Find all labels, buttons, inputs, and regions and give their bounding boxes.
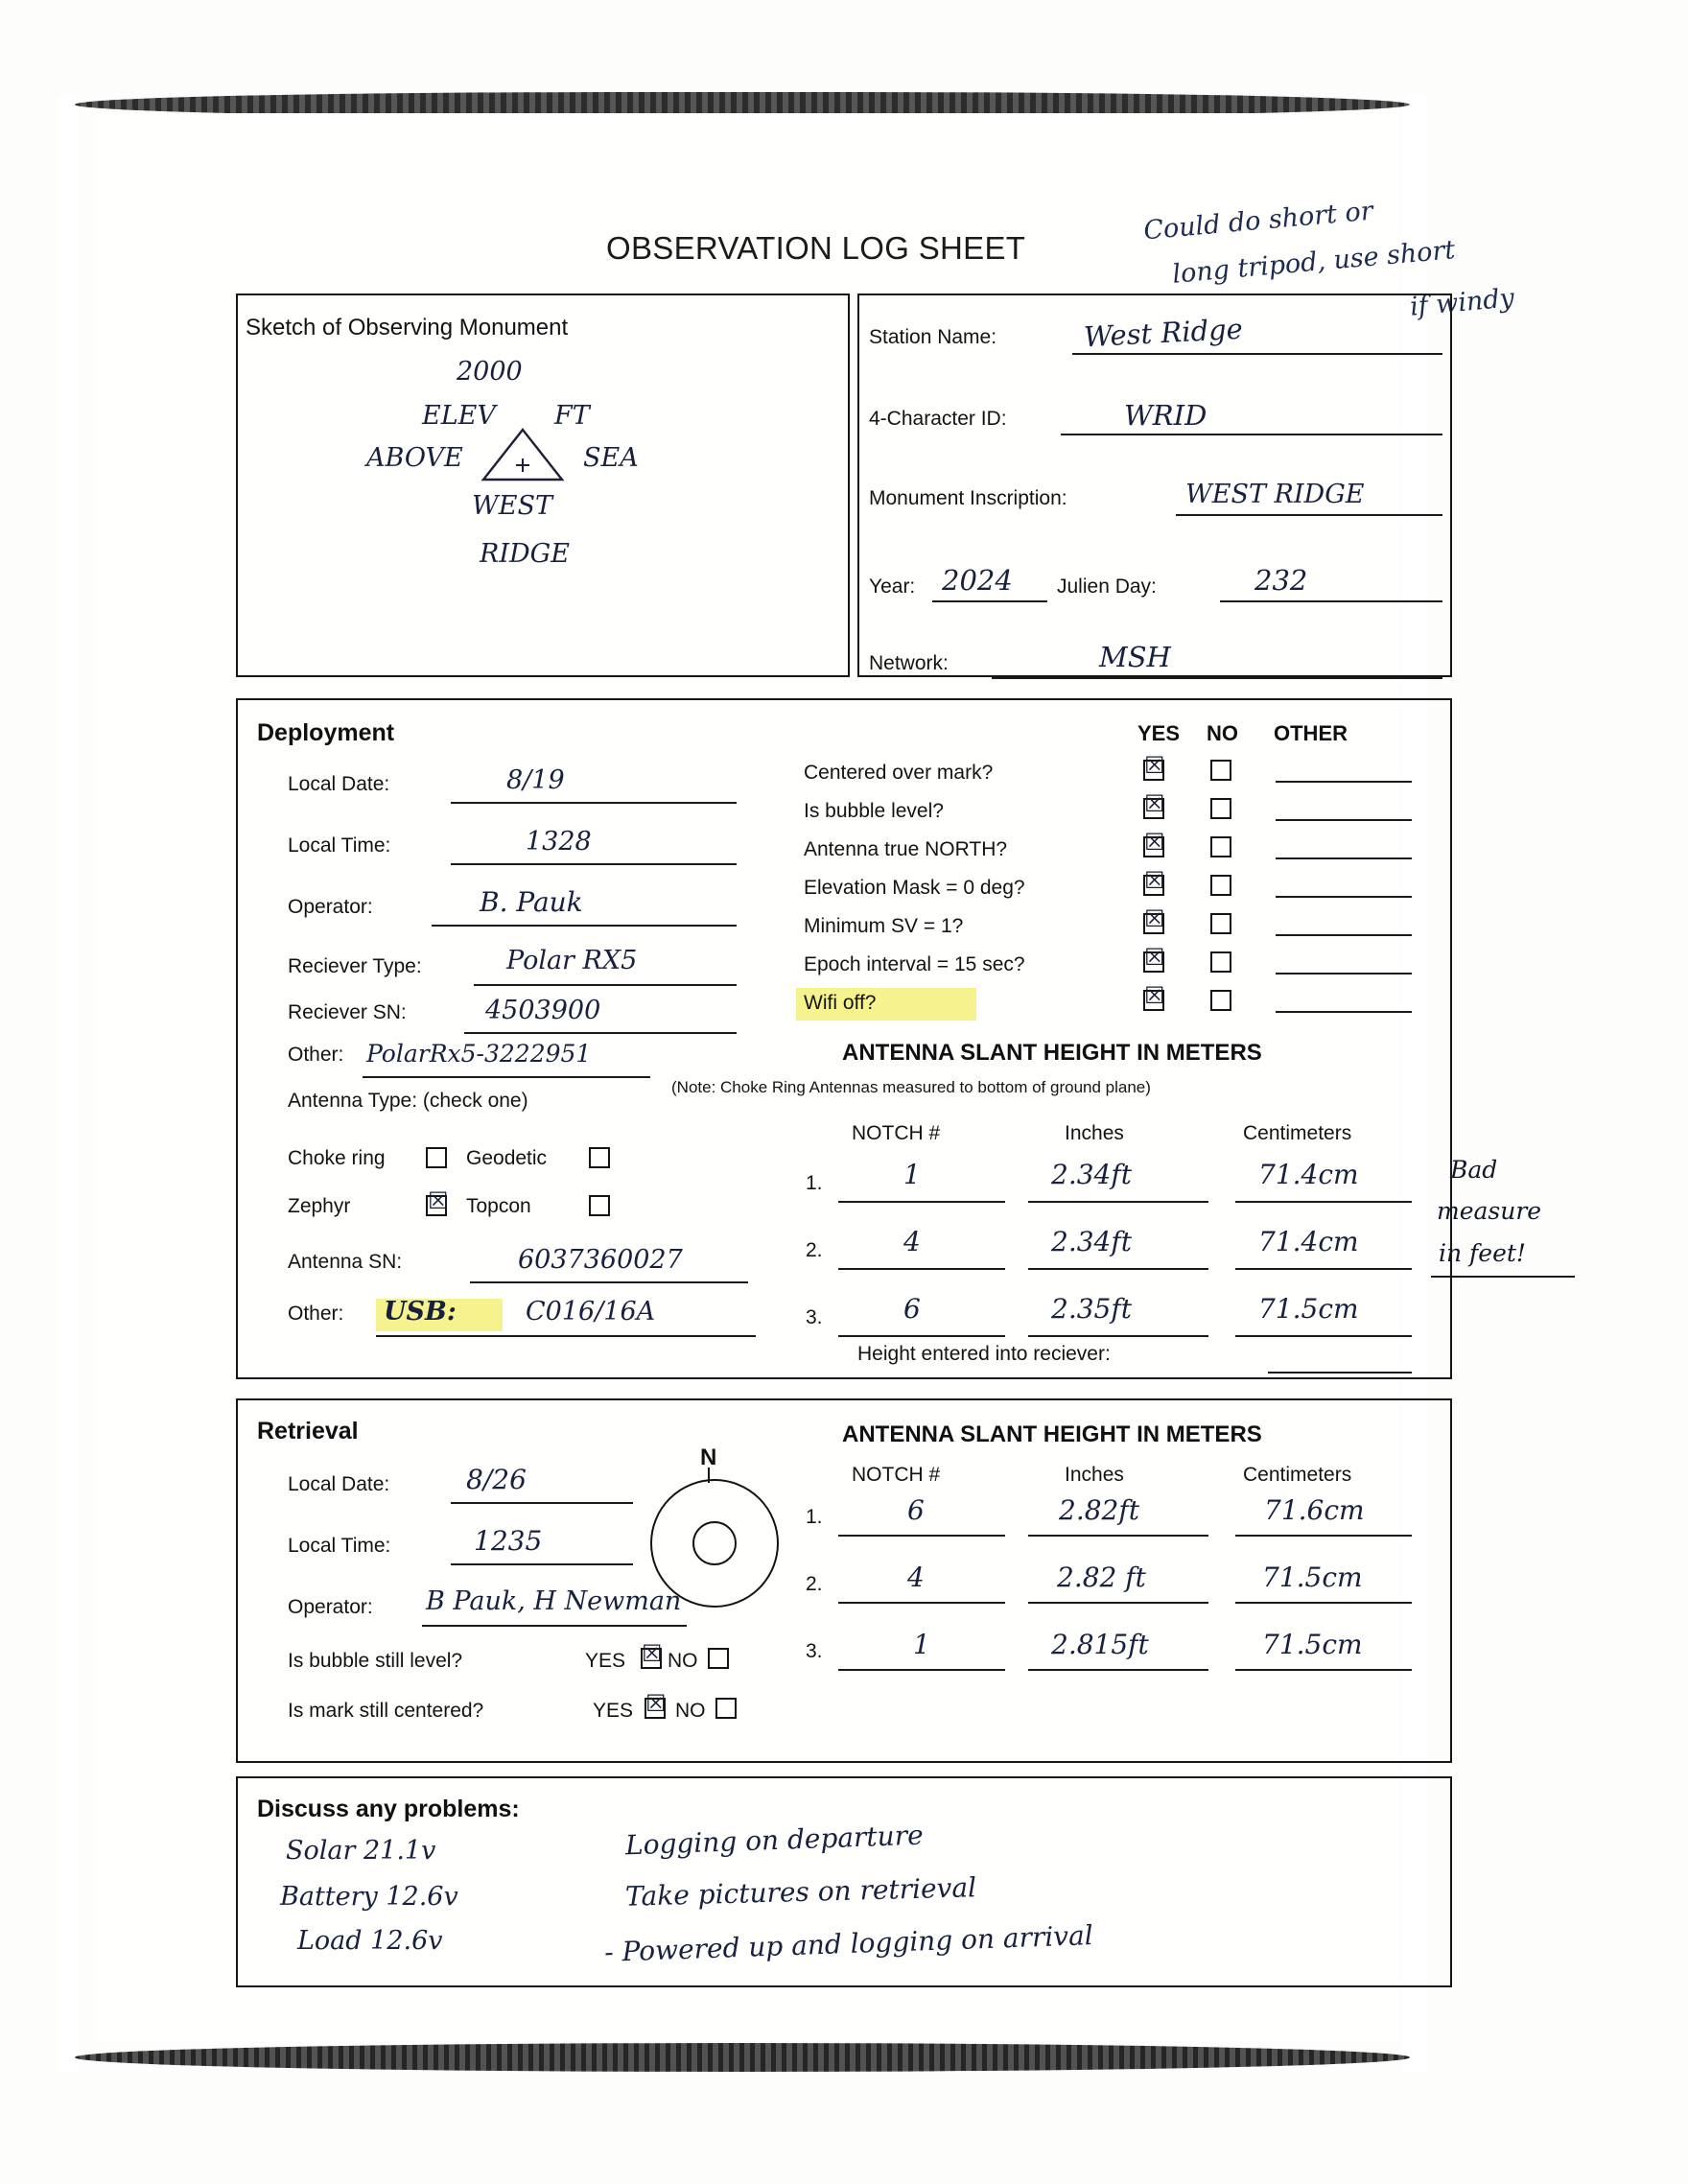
- retrieval-local-date-value: 8/26: [466, 1464, 527, 1495]
- page-title: OBSERVATION LOG SHEET: [606, 230, 1026, 266]
- problems-right-note-1: Take pictures on retrieval: [624, 1871, 977, 1913]
- problems-right-note-2: - Powered up and logging on arrival: [603, 1919, 1094, 1968]
- deploy-slant-inches-2: 2.35ft: [1051, 1293, 1132, 1325]
- year-value: 2024: [942, 564, 1013, 597]
- deploy-slant-notch-line-1: [838, 1268, 1005, 1270]
- checklist-yes-mark-6: ☒: [1144, 982, 1165, 1009]
- julien-day-line: [1220, 600, 1442, 602]
- antenna-sn-value: 6037360027: [518, 1245, 683, 1275]
- retrieval-operator-label: Operator:: [288, 1596, 373, 1618]
- deploy-slant-row-number-2: 3.: [806, 1306, 823, 1328]
- deploy-slant-notch-2: 6: [903, 1293, 921, 1325]
- checklist-header-no: NO: [1207, 721, 1238, 745]
- margin-note-line-1: Could do short or: [1142, 196, 1374, 247]
- problems-heading: Discuss any problems:: [257, 1796, 520, 1822]
- antenna-other-label: Other:: [288, 1303, 344, 1325]
- station-name-label: Station Name:: [869, 326, 997, 348]
- checklist-other-line-6: [1276, 1011, 1412, 1013]
- bubble-yes-label: YES: [585, 1650, 626, 1672]
- deploy-slant-col-cm: Centimeters: [1243, 1122, 1352, 1144]
- retrieval-slant-cm-0: 71.6cm: [1264, 1494, 1365, 1526]
- deploy-slant-cm-2: 71.5cm: [1258, 1293, 1359, 1325]
- checklist-yes-mark-2: ☒: [1144, 829, 1165, 856]
- retrieval-slant-inches-1: 2.82 ft: [1057, 1562, 1146, 1593]
- antenna-sn-line: [470, 1281, 748, 1283]
- deploy-slant-cm-0: 71.4cm: [1258, 1159, 1359, 1190]
- deploy-local-time-line: [451, 863, 737, 865]
- height-entered-label: Height entered into reciever:: [857, 1343, 1111, 1365]
- sketch-text-elev: ELEV: [422, 401, 496, 431]
- sketch-text-ft: FT: [554, 401, 590, 431]
- deploy-slant-heading: ANTENNA SLANT HEIGHT IN METERS: [842, 1040, 1262, 1066]
- checklist-no-box-4[interactable]: [1210, 913, 1231, 934]
- deploy-slant-row-number-1: 2.: [806, 1239, 823, 1261]
- antenna-type-label: Antenna Type: (check one): [288, 1090, 528, 1112]
- compass-inner-circle: [692, 1521, 737, 1565]
- north-label: N: [700, 1444, 717, 1470]
- retrieval-slant-inches-line-2: [1028, 1669, 1208, 1671]
- compass-north-tick: [708, 1468, 712, 1483]
- bubble-no-label: NO: [668, 1650, 698, 1672]
- deploy-slant-cm-1: 71.4cm: [1258, 1226, 1359, 1257]
- year-label: Year:: [869, 575, 916, 598]
- side-note-line-2: measure: [1437, 1197, 1542, 1225]
- deploy-other-label: Other:: [288, 1044, 344, 1066]
- receiver-type-value: Polar RX5: [506, 946, 638, 975]
- retrieval-slant-cm-line-0: [1235, 1535, 1412, 1537]
- retrieval-local-time-value: 1235: [474, 1525, 543, 1557]
- retrieval-slant-cm-2: 71.5cm: [1262, 1629, 1363, 1660]
- checklist-question-1: Is bubble level?: [804, 800, 944, 822]
- checklist-other-line-4: [1276, 934, 1412, 936]
- antenna-option-label-2: Zephyr: [288, 1195, 351, 1217]
- antenna-other-value: C016/16A: [526, 1297, 656, 1327]
- checklist-other-line-2: [1276, 857, 1412, 859]
- checklist-no-box-0[interactable]: [1210, 760, 1231, 781]
- retrieval-slant-col-notch: NOTCH #: [852, 1464, 941, 1486]
- retrieval-slant-row-number-2: 3.: [806, 1640, 823, 1662]
- deploy-slant-inches-line-0: [1028, 1201, 1208, 1203]
- sketch-text-above: ABOVE: [366, 443, 463, 473]
- antenna-option-label-0: Choke ring: [288, 1147, 386, 1169]
- retrieval-slant-inches-2: 2.815ft: [1051, 1629, 1149, 1660]
- deploy-operator-value: B. Pauk: [480, 886, 583, 918]
- checklist-no-box-1[interactable]: [1210, 798, 1231, 819]
- retrieval-slant-row-number-1: 2.: [806, 1573, 823, 1595]
- antenna-option-label-1: Geodetic: [466, 1147, 548, 1169]
- receiver-sn-value: 4503900: [485, 996, 601, 1025]
- retrieval-slant-notch-1: 4: [907, 1562, 925, 1593]
- margin-note-line-2: long tripod, use short: [1171, 235, 1457, 290]
- checklist-question-2: Antenna true NORTH?: [804, 838, 1008, 860]
- deploy-local-date-line: [451, 802, 737, 804]
- retrieval-slant-heading: ANTENNA SLANT HEIGHT IN METERS: [842, 1421, 1262, 1447]
- checklist-question-4: Minimum SV = 1?: [804, 915, 964, 937]
- antenna-option-checkbox-topcon[interactable]: [589, 1195, 610, 1216]
- deployment-heading: Deployment: [257, 719, 395, 746]
- deploy-slant-inches-1: 2.34ft: [1051, 1226, 1132, 1257]
- retrieval-slant-notch-line-1: [838, 1602, 1005, 1604]
- deploy-slant-row-number-0: 1.: [806, 1172, 823, 1194]
- inscription-line: [1176, 514, 1442, 516]
- retrieval-slant-col-inches: Inches: [1065, 1464, 1124, 1486]
- sketch-header: Sketch of Observing Monument: [246, 315, 569, 341]
- retrieval-slant-cm-1: 71.5cm: [1262, 1562, 1363, 1593]
- retrieval-slant-inches-0: 2.82ft: [1059, 1494, 1139, 1526]
- retrieval-operator-line: [422, 1625, 687, 1627]
- mark-yes-label: YES: [593, 1700, 634, 1722]
- checklist-header-yes: YES: [1137, 721, 1181, 745]
- checklist-no-box-3[interactable]: [1210, 875, 1231, 896]
- deploy-slant-cm-line-0: [1235, 1201, 1412, 1203]
- retrieval-slant-notch-0: 6: [907, 1494, 925, 1526]
- antenna-sn-label: Antenna SN:: [288, 1251, 403, 1273]
- network-line: [992, 677, 1442, 679]
- year-line: [932, 600, 1047, 602]
- checklist-yes-mark-1: ☒: [1144, 790, 1165, 817]
- retrieval-local-date-label: Local Date:: [288, 1473, 390, 1495]
- checklist-question-0: Centered over mark?: [804, 762, 994, 784]
- retrieval-heading: Retrieval: [257, 1418, 359, 1444]
- side-note-line-1: Bad: [1450, 1156, 1498, 1184]
- inscription-value: WEST RIDGE: [1185, 480, 1365, 509]
- checklist-question-5: Epoch interval = 15 sec?: [804, 953, 1025, 975]
- checklist-yes-mark-3: ☒: [1144, 867, 1165, 894]
- checklist-no-box-5[interactable]: [1210, 951, 1231, 973]
- deploy-operator-line: [432, 925, 737, 927]
- station-name-value: West Ridge: [1083, 312, 1244, 354]
- deploy-slant-notch-0: 1: [903, 1159, 921, 1190]
- problems-left-note-2: Load 12.6v: [297, 1926, 443, 1956]
- sketch-box: [236, 294, 850, 677]
- checklist-other-line-5: [1276, 973, 1412, 975]
- side-note-line-3: in feet!: [1439, 1239, 1526, 1267]
- retrieval-slant-col-cm: Centimeters: [1243, 1464, 1352, 1486]
- receiver-type-label: Reciever Type:: [288, 955, 422, 977]
- deploy-slant-notch-1: 4: [903, 1226, 921, 1257]
- deploy-slant-note: (Note: Choke Ring Antennas measured to bottom of ground plane): [671, 1078, 1151, 1096]
- deploy-local-date-value: 8/19: [506, 765, 565, 795]
- bubble-still-level-label: Is bubble still level?: [288, 1650, 463, 1672]
- scan-left-mask: [58, 96, 79, 2072]
- checklist-no-box-2[interactable]: [1210, 836, 1231, 857]
- inscription-label: Monument Inscription:: [869, 487, 1067, 509]
- monument-triangle-icon: [480, 426, 566, 485]
- julien-day-label: Julien Day:: [1057, 575, 1157, 598]
- checklist-yes-mark-4: ☒: [1144, 905, 1165, 932]
- sketch-text-west: WEST: [472, 491, 552, 521]
- checklist-question-6: Wifi off?: [804, 992, 877, 1014]
- deploy-operator-label: Operator:: [288, 896, 373, 918]
- station-name-line: [1072, 353, 1442, 355]
- mark-no-label: NO: [675, 1700, 706, 1722]
- mark-still-centered-label: Is mark still centered?: [288, 1700, 484, 1722]
- problems-right-note-0: Logging on departure: [624, 1819, 925, 1862]
- sketch-text-elev-value: 2000: [457, 357, 523, 387]
- retrieval-slant-cm-line-2: [1235, 1669, 1412, 1671]
- receiver-type-line: [474, 984, 737, 986]
- network-label: Network:: [869, 652, 949, 674]
- antenna-option-label-3: Topcon: [466, 1195, 531, 1217]
- retrieval-slant-inches-line-0: [1028, 1535, 1208, 1537]
- network-value: MSH: [1099, 641, 1171, 673]
- side-note-underline: [1431, 1276, 1575, 1278]
- char-id-label: 4-Character ID:: [869, 408, 1007, 430]
- antenna-option-checkbox-geodetic[interactable]: [589, 1147, 610, 1168]
- deploy-local-date-label: Local Date:: [288, 773, 390, 795]
- checklist-other-line-3: [1276, 896, 1412, 898]
- deploy-slant-col-inches: Inches: [1065, 1122, 1124, 1144]
- deploy-slant-inches-line-2: [1028, 1335, 1208, 1337]
- retrieval-slant-notch-2: 1: [913, 1629, 930, 1660]
- checklist-yes-mark-0: ☒: [1144, 752, 1165, 779]
- deploy-slant-cm-line-2: [1235, 1335, 1412, 1337]
- scan-bottom-edge: [75, 2043, 1410, 2072]
- retrieval-slant-notch-line-0: [838, 1535, 1005, 1537]
- retrieval-local-time-line: [451, 1563, 633, 1565]
- deploy-slant-notch-line-0: [838, 1201, 1005, 1203]
- retrieval-local-date-line: [451, 1502, 633, 1504]
- deploy-slant-notch-line-2: [838, 1335, 1005, 1337]
- height-entered-line[interactable]: [1268, 1372, 1412, 1374]
- deploy-slant-inches-0: 2.34ft: [1051, 1159, 1132, 1190]
- mark-yes-mark: ☒: [645, 1690, 667, 1717]
- checklist-other-line-0: [1276, 781, 1412, 783]
- deploy-other-line: [363, 1076, 650, 1078]
- checklist-header-other: OTHER: [1274, 721, 1348, 745]
- retrieval-local-time-label: Local Time:: [288, 1535, 391, 1557]
- retrieval-slant-row-number-0: 1.: [806, 1506, 823, 1528]
- deploy-slant-cm-line-1: [1235, 1268, 1412, 1270]
- bubble-yes-mark: ☒: [642, 1640, 663, 1667]
- retrieval-operator-value: B Pauk, H Newman: [426, 1586, 682, 1616]
- char-id-value: WRID: [1124, 399, 1207, 432]
- antenna-option-checkbox-choke-ring[interactable]: [426, 1147, 447, 1168]
- checklist-no-box-6[interactable]: [1210, 990, 1231, 1011]
- retrieval-slant-notch-line-2: [838, 1669, 1005, 1671]
- bubble-no-box[interactable]: [708, 1648, 729, 1669]
- checklist-other-line-1: [1276, 819, 1412, 821]
- receiver-sn-label: Reciever SN:: [288, 1001, 407, 1023]
- problems-left-note-1: Battery 12.6v: [280, 1882, 458, 1912]
- char-id-line: [1061, 434, 1442, 435]
- checklist-yes-mark-5: ☒: [1144, 944, 1165, 971]
- deploy-local-time-value: 1328: [526, 827, 592, 857]
- sketch-text-ridge: RIDGE: [480, 539, 570, 569]
- julien-day-value: 232: [1254, 564, 1308, 597]
- deploy-other-value: PolarRx5-3222951: [366, 1040, 592, 1068]
- margin-note-line-3: if windy: [1408, 283, 1516, 322]
- antenna-option-check-mark-zephyr: ☒: [428, 1187, 449, 1214]
- deploy-slant-inches-line-1: [1028, 1268, 1208, 1270]
- deploy-local-time-label: Local Time:: [288, 834, 391, 857]
- problems-left-note-0: Solar 21.1v: [286, 1836, 436, 1866]
- retrieval-slant-cm-line-1: [1235, 1602, 1412, 1604]
- antenna-other-highlight-text: USB:: [384, 1297, 457, 1327]
- receiver-sn-line: [464, 1032, 737, 1034]
- deploy-slant-col-notch: NOTCH #: [852, 1122, 941, 1144]
- sketch-text-sea: SEA: [583, 443, 639, 473]
- mark-no-box[interactable]: [715, 1698, 737, 1719]
- retrieval-slant-inches-line-1: [1028, 1602, 1208, 1604]
- checklist-question-3: Elevation Mask = 0 deg?: [804, 877, 1025, 899]
- antenna-other-line: [376, 1335, 756, 1337]
